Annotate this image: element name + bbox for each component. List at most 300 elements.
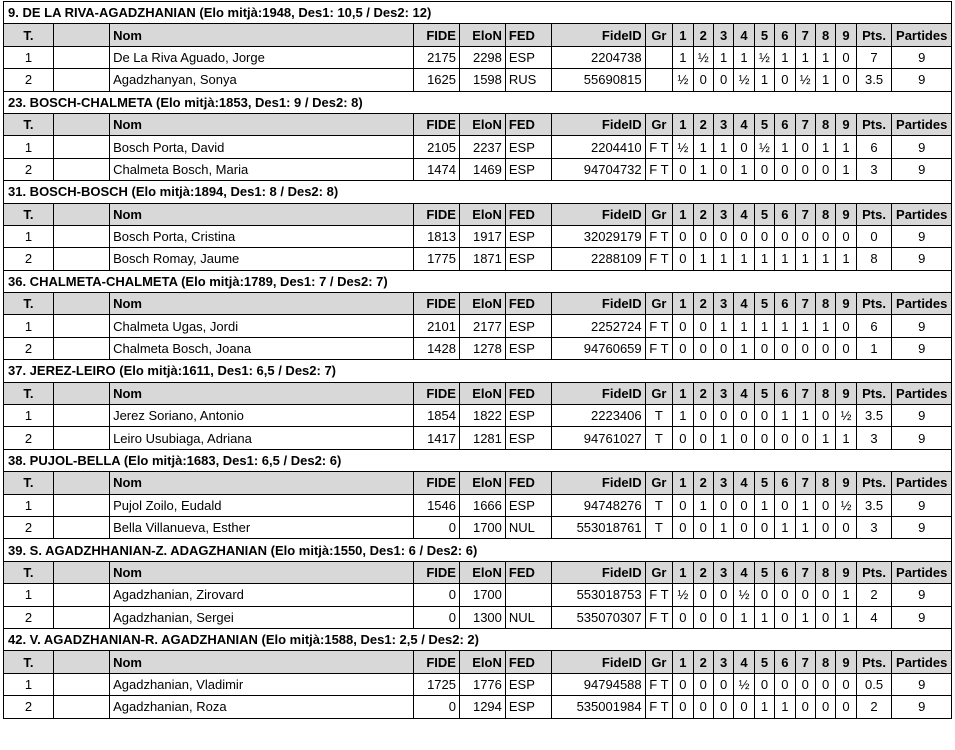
player-row (4, 516, 952, 538)
player-round-1: 0 (673, 427, 693, 449)
player-round-7: 1 (795, 405, 815, 427)
header-name: Nom (110, 382, 414, 404)
player-round-1: 0 (673, 696, 693, 718)
player-blank (53, 584, 109, 606)
player-row (4, 696, 952, 718)
player-fide: 1474 (414, 158, 460, 180)
player-points: 2 (856, 584, 892, 606)
header-round-3: 3 (713, 293, 733, 315)
team-title: 9. DE LA RIVA-AGADZHANIAN (Elo mitjà:1948, Des1: 10,5 / Des2: 12) (4, 2, 952, 24)
player-elon: 2177 (459, 315, 505, 337)
player-name: Bosch Porta, David (110, 136, 414, 158)
player-fed: NUL (505, 606, 551, 628)
player-fideid: 94748276 (551, 494, 645, 516)
player-round-3: 0 (713, 673, 733, 695)
header-elon: EloN (459, 651, 505, 673)
player-blank (53, 158, 109, 180)
header-fide: FIDE (414, 472, 460, 494)
header-round-1: 1 (673, 382, 693, 404)
player-blank (53, 696, 109, 718)
player-fide: 1428 (414, 337, 460, 359)
header-points: Pts. (856, 113, 892, 135)
player-round-7: 0 (795, 136, 815, 158)
player-name: Chalmeta Bosch, Joana (110, 337, 414, 359)
player-round-4: 1 (734, 248, 754, 270)
team-title: 31. BOSCH-BOSCH (Elo mitjà:1894, Des1: 8 / Des2: 8) (4, 181, 952, 203)
header-round-5: 5 (754, 113, 774, 135)
player-group: F T (645, 673, 673, 695)
player-round-4: 1 (734, 46, 754, 68)
column-header-row (4, 203, 952, 225)
player-points: 3.5 (856, 405, 892, 427)
header-points: Pts. (856, 382, 892, 404)
header-round-1: 1 (673, 472, 693, 494)
player-fide: 1546 (414, 494, 460, 516)
player-round-5: 0 (754, 427, 774, 449)
header-round-9: 9 (836, 24, 856, 46)
header-round-1: 1 (673, 293, 693, 315)
player-games: 9 (892, 405, 952, 427)
header-round-6: 6 (775, 561, 795, 583)
player-round-6: 1 (775, 516, 795, 538)
header-round-1: 1 (673, 113, 693, 135)
player-games: 9 (892, 69, 952, 91)
player-row (4, 337, 952, 359)
header-games: Partides (892, 203, 952, 225)
header-round-5: 5 (754, 382, 774, 404)
player-round-8: 1 (815, 46, 835, 68)
player-round-2: 0 (693, 673, 713, 695)
player-board: 1 (4, 584, 54, 606)
header-round-2: 2 (693, 651, 713, 673)
player-row (4, 405, 952, 427)
player-points: 1 (856, 337, 892, 359)
player-board: 2 (4, 69, 54, 91)
player-board: 2 (4, 158, 54, 180)
player-elon: 1917 (459, 225, 505, 247)
player-fed (505, 584, 551, 606)
player-fide: 0 (414, 516, 460, 538)
player-round-2: 0 (693, 584, 713, 606)
player-round-4: 0 (734, 696, 754, 718)
player-round-9: 1 (836, 584, 856, 606)
player-round-3: 0 (713, 225, 733, 247)
header-name: Nom (110, 24, 414, 46)
player-row (4, 584, 952, 606)
team-title-row (4, 270, 952, 292)
header-fed: FED (505, 472, 551, 494)
player-name: Bosch Porta, Cristina (110, 225, 414, 247)
player-round-7: ½ (795, 69, 815, 91)
player-group: F T (645, 158, 673, 180)
header-round-7: 7 (795, 24, 815, 46)
header-board: T. (4, 382, 54, 404)
player-round-5: 0 (754, 584, 774, 606)
header-round-9: 9 (836, 113, 856, 135)
player-elon: 1278 (459, 337, 505, 359)
player-fideid: 2252724 (551, 315, 645, 337)
player-round-3: 1 (713, 427, 733, 449)
header-round-5: 5 (754, 24, 774, 46)
player-points: 7 (856, 46, 892, 68)
header-round-9: 9 (836, 293, 856, 315)
player-points: 3 (856, 516, 892, 538)
player-points: 3.5 (856, 69, 892, 91)
team-title: 42. V. AGADZHANIAN-R. AGADZHANIAN (Elo mitjà:1588, Des1: 2,5 / Des2: 2) (4, 628, 952, 650)
header-round-8: 8 (815, 561, 835, 583)
player-fideid: 2223406 (551, 405, 645, 427)
player-group: F T (645, 225, 673, 247)
player-fed: ESP (505, 46, 551, 68)
header-fide: FIDE (414, 561, 460, 583)
header-points: Pts. (856, 293, 892, 315)
player-name: Bella Villanueva, Esther (110, 516, 414, 538)
player-fideid: 55690815 (551, 69, 645, 91)
column-header-row (4, 651, 952, 673)
player-blank (53, 673, 109, 695)
player-board: 2 (4, 516, 54, 538)
player-fed: ESP (505, 696, 551, 718)
player-points: 3 (856, 427, 892, 449)
player-round-2: 0 (693, 427, 713, 449)
player-fed: ESP (505, 405, 551, 427)
player-round-8: 1 (815, 69, 835, 91)
header-round-8: 8 (815, 113, 835, 135)
header-fide: FIDE (414, 24, 460, 46)
player-round-2: 1 (693, 136, 713, 158)
player-name: Agadzhanian, Vladimir (110, 673, 414, 695)
player-round-2: 0 (693, 69, 713, 91)
player-round-5: 0 (754, 337, 774, 359)
player-elon: 1469 (459, 158, 505, 180)
player-round-7: 1 (795, 315, 815, 337)
header-fed: FED (505, 203, 551, 225)
header-group: Gr (645, 472, 673, 494)
player-row (4, 158, 952, 180)
player-round-2: 1 (693, 248, 713, 270)
header-round-6: 6 (775, 472, 795, 494)
player-elon: 1294 (459, 696, 505, 718)
team-title-row (4, 539, 952, 561)
player-round-9: 0 (836, 337, 856, 359)
player-round-9: 0 (836, 69, 856, 91)
player-elon: 1700 (459, 584, 505, 606)
player-blank (53, 494, 109, 516)
team-title: 36. CHALMETA-CHALMETA (Elo mitjà:1789, Des1: 7 / Des2: 7) (4, 270, 952, 292)
header-round-2: 2 (693, 472, 713, 494)
player-round-1: 0 (673, 248, 693, 270)
player-fideid: 94761027 (551, 427, 645, 449)
header-round-2: 2 (693, 382, 713, 404)
header-fideid: FideID (551, 472, 645, 494)
player-round-9: 0 (836, 673, 856, 695)
player-fideid: 2288109 (551, 248, 645, 270)
header-fideid: FideID (551, 24, 645, 46)
player-fideid: 94704732 (551, 158, 645, 180)
player-round-7: 0 (795, 337, 815, 359)
player-group: T (645, 494, 673, 516)
player-round-5: 1 (754, 696, 774, 718)
team-title-row (4, 181, 952, 203)
player-round-1: 1 (673, 46, 693, 68)
player-round-7: 0 (795, 673, 815, 695)
player-points: 0 (856, 225, 892, 247)
header-group: Gr (645, 203, 673, 225)
header-round-7: 7 (795, 561, 815, 583)
column-header-row (4, 113, 952, 135)
player-elon: 2298 (459, 46, 505, 68)
player-fideid: 553018761 (551, 516, 645, 538)
player-round-7: 1 (795, 46, 815, 68)
player-row (4, 248, 952, 270)
header-round-3: 3 (713, 203, 733, 225)
header-fide: FIDE (414, 382, 460, 404)
player-fide: 2101 (414, 315, 460, 337)
player-fed: RUS (505, 69, 551, 91)
player-row (4, 69, 952, 91)
player-blank (53, 136, 109, 158)
header-round-6: 6 (775, 293, 795, 315)
player-round-9: 0 (836, 315, 856, 337)
player-board: 1 (4, 405, 54, 427)
header-name: Nom (110, 293, 414, 315)
team-title-row (4, 360, 952, 382)
player-games: 9 (892, 136, 952, 158)
player-group: F T (645, 584, 673, 606)
player-round-6: 0 (775, 225, 795, 247)
player-elon: 1300 (459, 606, 505, 628)
player-board: 1 (4, 225, 54, 247)
team-standings-table (3, 1, 952, 719)
player-round-4: 1 (734, 158, 754, 180)
player-round-6: 1 (775, 696, 795, 718)
player-round-5: 0 (754, 158, 774, 180)
header-round-3: 3 (713, 382, 733, 404)
player-games: 9 (892, 225, 952, 247)
header-elon: EloN (459, 24, 505, 46)
header-round-8: 8 (815, 293, 835, 315)
player-games: 9 (892, 427, 952, 449)
player-points: 0.5 (856, 673, 892, 695)
header-fideid: FideID (551, 382, 645, 404)
player-row (4, 673, 952, 695)
header-round-2: 2 (693, 203, 713, 225)
header-games: Partides (892, 382, 952, 404)
header-fed: FED (505, 293, 551, 315)
player-group (645, 69, 673, 91)
player-name: Leiro Usubiaga, Adriana (110, 427, 414, 449)
player-round-5: 1 (754, 248, 774, 270)
player-blank (53, 225, 109, 247)
team-title-row (4, 2, 952, 24)
player-fide: 1725 (414, 673, 460, 695)
player-name: De La Riva Aguado, Jorge (110, 46, 414, 68)
player-round-4: 0 (734, 427, 754, 449)
player-round-9: 1 (836, 136, 856, 158)
player-fide: 2105 (414, 136, 460, 158)
player-round-6: 0 (775, 673, 795, 695)
player-group: T (645, 405, 673, 427)
player-round-2: 0 (693, 225, 713, 247)
player-fed: ESP (505, 427, 551, 449)
header-games: Partides (892, 113, 952, 135)
header-blank (53, 24, 109, 46)
player-points: 8 (856, 248, 892, 270)
player-round-7: 1 (795, 516, 815, 538)
player-round-5: 1 (754, 606, 774, 628)
player-round-3: 0 (713, 606, 733, 628)
player-round-3: 0 (713, 584, 733, 606)
player-round-7: 1 (795, 606, 815, 628)
player-row (4, 427, 952, 449)
player-round-3: 0 (713, 69, 733, 91)
header-games: Partides (892, 561, 952, 583)
header-fide: FIDE (414, 203, 460, 225)
header-round-3: 3 (713, 113, 733, 135)
header-group: Gr (645, 24, 673, 46)
player-fed: ESP (505, 315, 551, 337)
player-row (4, 46, 952, 68)
table-body (4, 2, 952, 719)
player-round-4: ½ (734, 69, 754, 91)
header-points: Pts. (856, 651, 892, 673)
player-board: 1 (4, 494, 54, 516)
header-round-2: 2 (693, 24, 713, 46)
player-board: 2 (4, 337, 54, 359)
player-round-9: ½ (836, 494, 856, 516)
player-fed: ESP (505, 673, 551, 695)
header-group: Gr (645, 561, 673, 583)
player-round-6: 0 (775, 69, 795, 91)
header-name: Nom (110, 561, 414, 583)
player-games: 9 (892, 516, 952, 538)
player-round-9: 1 (836, 158, 856, 180)
player-group: T (645, 516, 673, 538)
header-blank (53, 293, 109, 315)
player-round-1: 1 (673, 405, 693, 427)
player-round-8: 0 (815, 696, 835, 718)
player-round-6: 1 (775, 248, 795, 270)
header-fideid: FideID (551, 203, 645, 225)
header-board: T. (4, 293, 54, 315)
header-elon: EloN (459, 561, 505, 583)
header-blank (53, 203, 109, 225)
header-round-1: 1 (673, 651, 693, 673)
player-fide: 1625 (414, 69, 460, 91)
team-title-row (4, 449, 952, 471)
player-board: 2 (4, 427, 54, 449)
header-round-9: 9 (836, 203, 856, 225)
player-fideid: 2204738 (551, 46, 645, 68)
player-board: 2 (4, 606, 54, 628)
player-elon: 1822 (459, 405, 505, 427)
player-round-2: ½ (693, 46, 713, 68)
player-round-1: ½ (673, 69, 693, 91)
player-round-7: 1 (795, 494, 815, 516)
player-name: Agadzhanian, Sergei (110, 606, 414, 628)
header-round-7: 7 (795, 113, 815, 135)
player-round-5: ½ (754, 46, 774, 68)
player-fideid: 32029179 (551, 225, 645, 247)
header-round-3: 3 (713, 651, 733, 673)
player-round-4: ½ (734, 584, 754, 606)
player-group: F T (645, 606, 673, 628)
player-round-7: 0 (795, 427, 815, 449)
header-elon: EloN (459, 203, 505, 225)
player-fed: ESP (505, 494, 551, 516)
player-games: 9 (892, 606, 952, 628)
player-fed: ESP (505, 136, 551, 158)
header-round-2: 2 (693, 113, 713, 135)
header-round-2: 2 (693, 561, 713, 583)
player-games: 9 (892, 248, 952, 270)
player-round-8: 0 (815, 405, 835, 427)
player-round-1: ½ (673, 136, 693, 158)
header-round-1: 1 (673, 561, 693, 583)
player-round-5: 0 (754, 673, 774, 695)
header-points: Pts. (856, 24, 892, 46)
player-round-8: 1 (815, 248, 835, 270)
header-blank (53, 472, 109, 494)
column-header-row (4, 293, 952, 315)
player-round-5: 0 (754, 225, 774, 247)
player-fide: 1417 (414, 427, 460, 449)
header-round-8: 8 (815, 24, 835, 46)
header-fideid: FideID (551, 651, 645, 673)
player-round-1: 0 (673, 225, 693, 247)
header-round-8: 8 (815, 651, 835, 673)
header-round-6: 6 (775, 24, 795, 46)
header-elon: EloN (459, 472, 505, 494)
player-blank (53, 46, 109, 68)
player-round-3: 1 (713, 315, 733, 337)
player-round-1: 0 (673, 516, 693, 538)
player-round-9: 0 (836, 696, 856, 718)
player-round-3: 1 (713, 136, 733, 158)
player-group: F T (645, 248, 673, 270)
header-round-8: 8 (815, 382, 835, 404)
header-round-9: 9 (836, 651, 856, 673)
header-board: T. (4, 113, 54, 135)
player-round-5: 1 (754, 494, 774, 516)
column-header-row (4, 382, 952, 404)
player-round-6: 1 (775, 46, 795, 68)
player-round-4: 0 (734, 136, 754, 158)
player-round-8: 0 (815, 673, 835, 695)
header-round-4: 4 (734, 24, 754, 46)
player-fideid: 535001984 (551, 696, 645, 718)
player-round-9: 1 (836, 606, 856, 628)
player-blank (53, 606, 109, 628)
player-round-3: 0 (713, 158, 733, 180)
player-fed: ESP (505, 248, 551, 270)
player-elon: 1871 (459, 248, 505, 270)
player-row (4, 606, 952, 628)
player-round-1: ½ (673, 584, 693, 606)
player-round-9: 0 (836, 46, 856, 68)
player-fideid: 535070307 (551, 606, 645, 628)
column-header-row (4, 472, 952, 494)
player-round-2: 0 (693, 516, 713, 538)
player-elon: 2237 (459, 136, 505, 158)
player-games: 9 (892, 494, 952, 516)
header-fed: FED (505, 113, 551, 135)
header-group: Gr (645, 382, 673, 404)
player-round-8: 1 (815, 427, 835, 449)
header-round-6: 6 (775, 382, 795, 404)
header-round-1: 1 (673, 203, 693, 225)
header-fed: FED (505, 382, 551, 404)
